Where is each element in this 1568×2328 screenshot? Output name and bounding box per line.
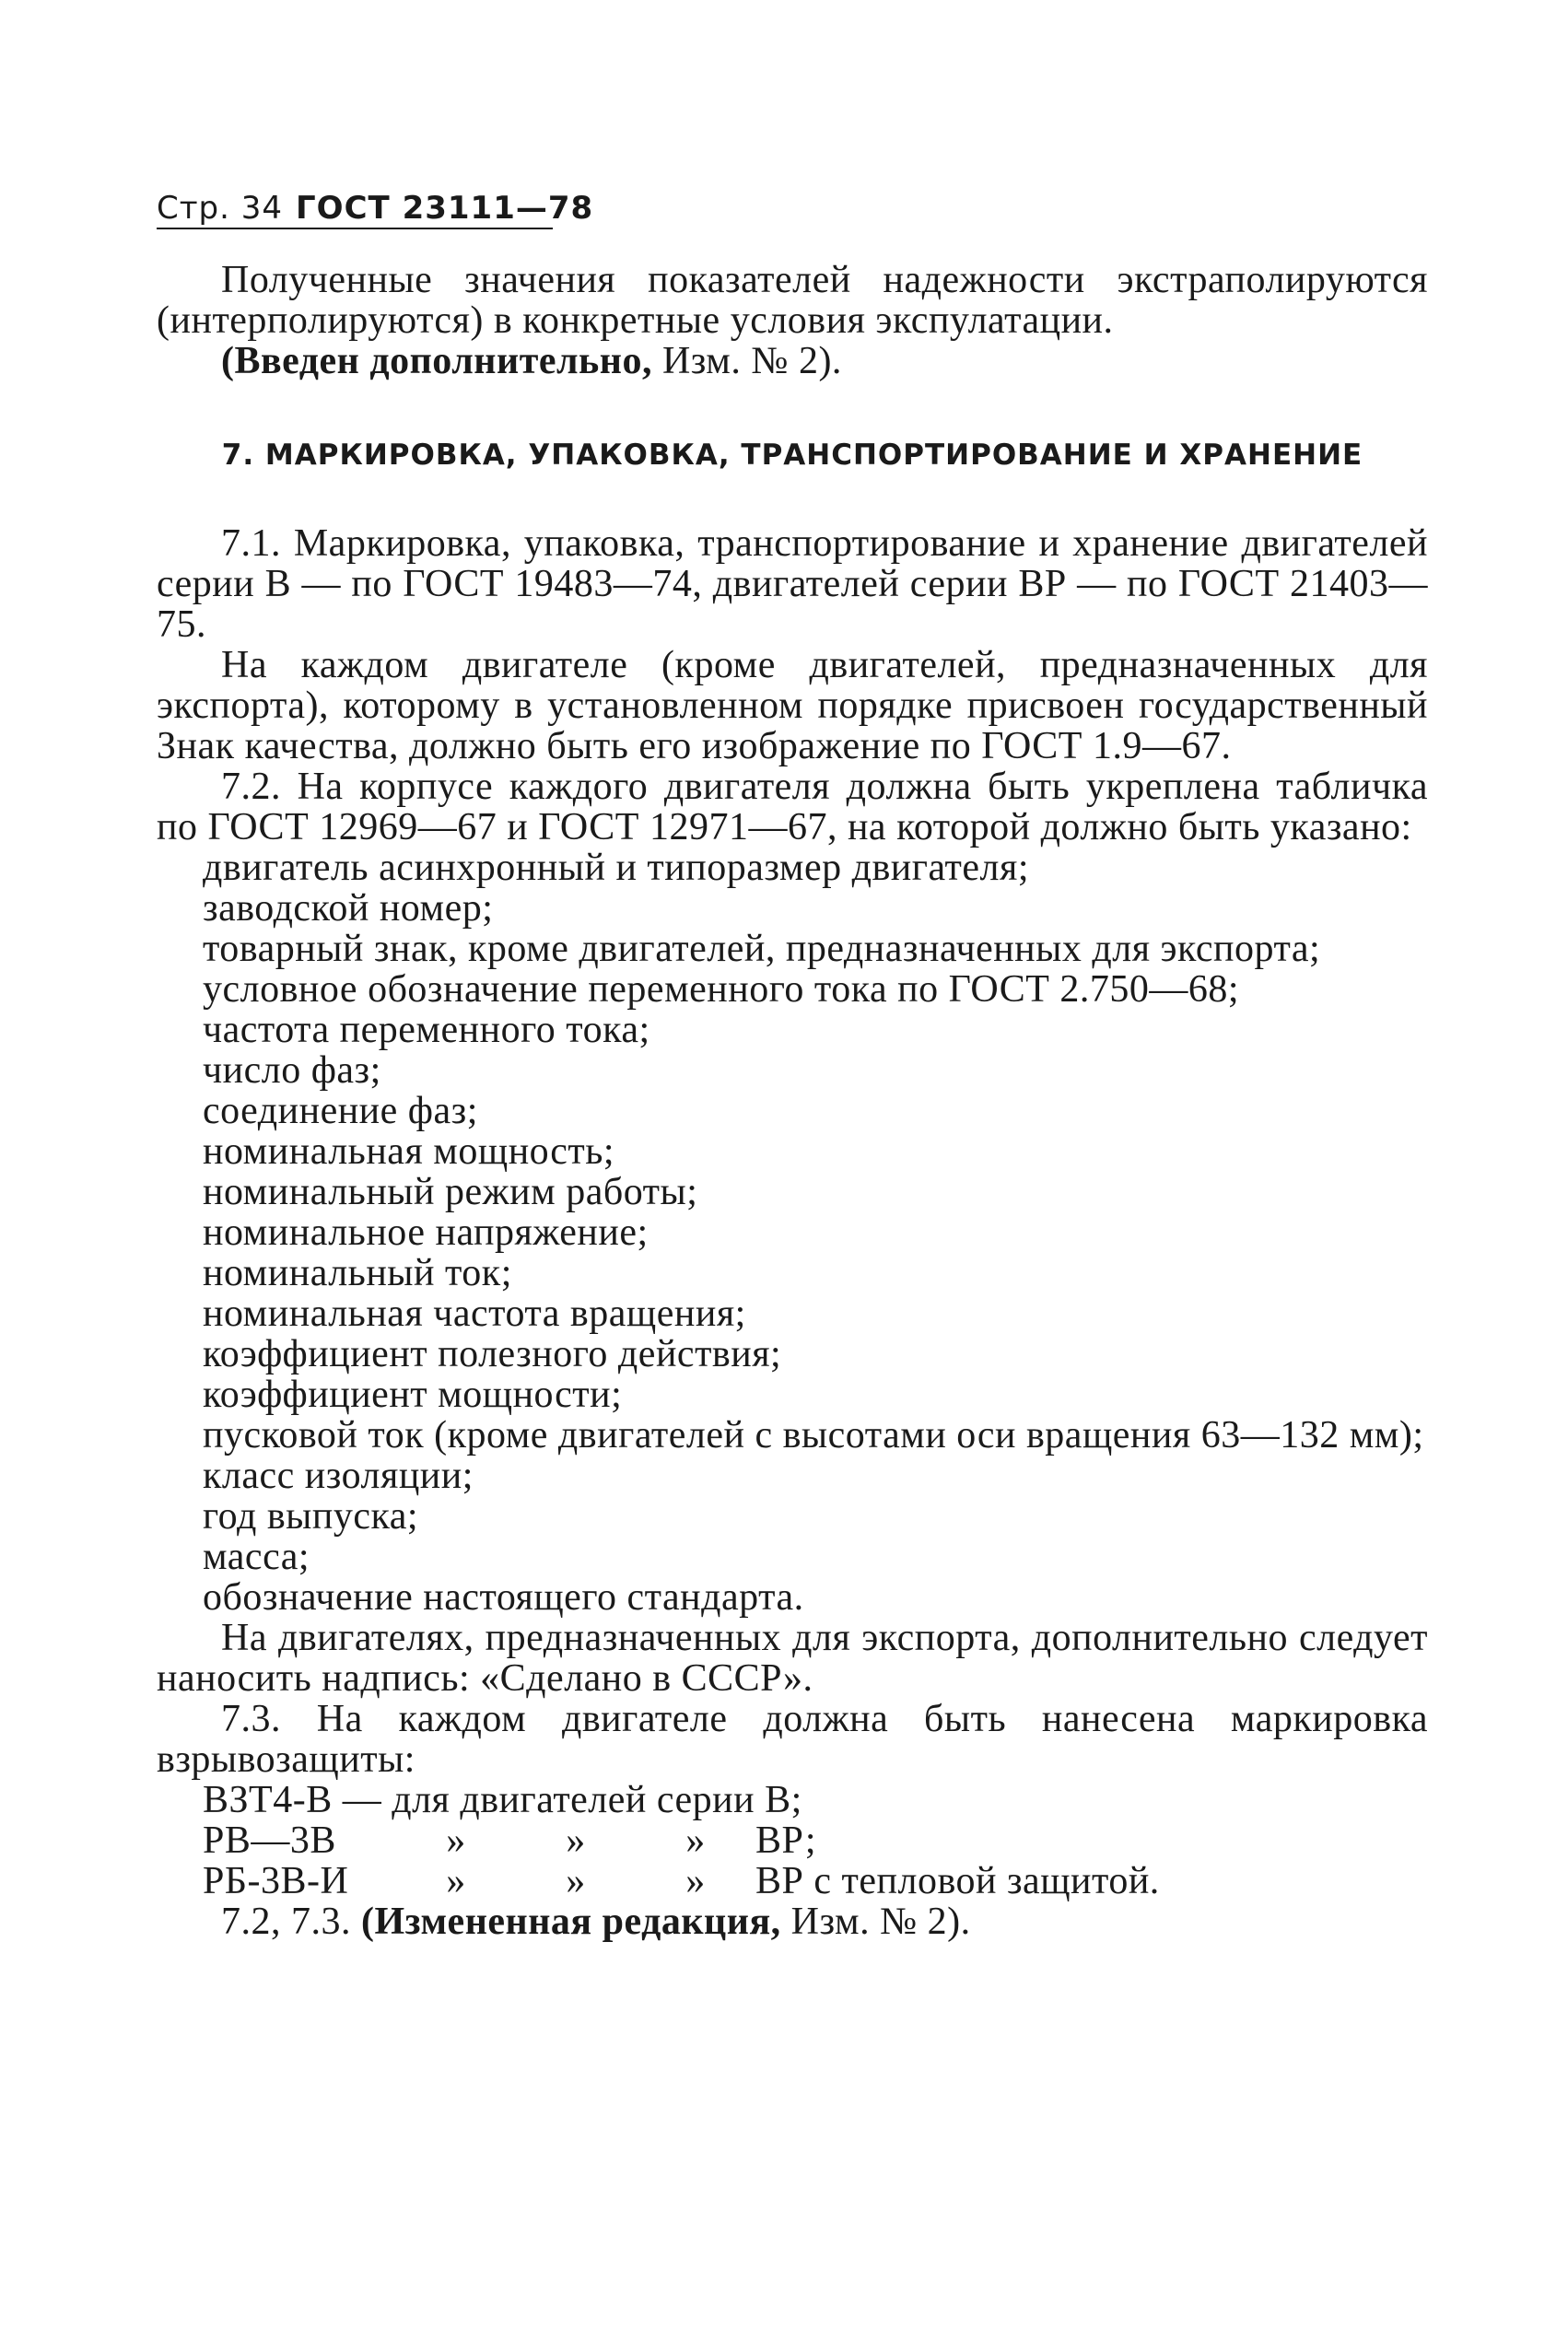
ditto-mark: » bbox=[685, 1819, 706, 1862]
list-item: двигатель асинхронный и типоразмер двигателя; bbox=[203, 847, 1029, 889]
list-item: товарный знак, кроме двигателей, предназначенных для экспорта; bbox=[203, 928, 1321, 970]
clause-7-1-p2: На каждом двигателе (кроме двигателей, предназначенных для экспорта), которому в установленном порядке присвоен государственный Знак качества, должно быть его изображение по ГОСТ 1.9—67. bbox=[157, 644, 1428, 767]
standard-number: ГОСТ 23111—78 bbox=[296, 190, 594, 227]
list-item: условное обозначение переменного тока по ГОСТ 2.750—68; bbox=[203, 968, 1240, 1011]
marking-series: ВР; bbox=[755, 1819, 817, 1862]
list-item: заводской номер; bbox=[203, 887, 494, 930]
marking-row-3 bbox=[203, 1861, 1428, 1901]
marking-row-2 bbox=[203, 1820, 1428, 1861]
list-item: номинальный ток; bbox=[203, 1252, 512, 1294]
header-rule bbox=[157, 228, 553, 229]
change-note-rest: Изм. № 2). bbox=[780, 1901, 971, 1943]
list-item: год выпуска; bbox=[203, 1495, 419, 1538]
list-item: частота переменного тока; bbox=[203, 1009, 650, 1051]
marking-series: ВР с тепловой защитой. bbox=[755, 1860, 1160, 1902]
list-item: обозначение настоящего стандарта. bbox=[203, 1576, 804, 1619]
section-title: 7. МАРКИРОВКА, УПАКОВКА, ТРАНСПОРТИРОВАНИЕ И ХРАНЕНИЕ bbox=[221, 439, 1363, 472]
marking-code: РБ-3В-И bbox=[203, 1860, 349, 1902]
marking-items-list bbox=[157, 848, 1428, 1618]
change-note-bold: (Измененная редакция, bbox=[361, 1901, 781, 1943]
list-item: коэффициент мощности; bbox=[203, 1374, 623, 1416]
list-item: пусковой ток (кроме двигателей с высотами оси вращения 63—132 мм); bbox=[203, 1414, 1424, 1456]
intro-note bbox=[157, 341, 1428, 381]
list-item: номинальная частота вращения; bbox=[203, 1293, 746, 1335]
clause-7-2-intro: 7.2. На корпусе каждого двигателя должна быть укреплена табличка по ГОСТ 12969—67 и ГОСТ 12971—67, на которой должно быть указано: bbox=[157, 766, 1428, 848]
clause-7-1-p1: 7.1. Маркировка, упаковка, транспортирование и хранение двигателей серии В — по ГОСТ 19483—74, двигателей серии ВР — по ГОСТ 21403—75. bbox=[157, 522, 1428, 646]
intro-note-bold: (Введен дополнительно, bbox=[221, 340, 652, 382]
list-item: номинальное напряжение; bbox=[203, 1211, 649, 1254]
list-item: класс изоляции; bbox=[203, 1455, 474, 1497]
clause-7-3-intro: 7.3. На каждом двигателе должна быть нанесена маркировка взрывозащиты: bbox=[157, 1698, 1428, 1781]
marking-row-1-text: ВЗТ4-В — для двигателей серии В; bbox=[203, 1779, 802, 1821]
page-label: Стр. 34 bbox=[157, 190, 284, 227]
change-note bbox=[157, 1901, 1428, 1942]
list-item: номинальная мощность; bbox=[203, 1130, 615, 1173]
change-note-prefix: 7.2, 7.3. bbox=[221, 1901, 361, 1943]
list-item: соединение фаз; bbox=[203, 1090, 478, 1132]
marking-row-1 bbox=[203, 1780, 1428, 1820]
list-item: коэффициент полезного действия; bbox=[203, 1333, 782, 1375]
list-item: масса; bbox=[203, 1536, 310, 1578]
intro-note-rest: Изм. № 2). bbox=[651, 340, 842, 382]
ditto-mark: » bbox=[446, 1860, 466, 1902]
list-item: число фаз; bbox=[203, 1049, 381, 1092]
page-header bbox=[157, 184, 593, 228]
export-note: На двигателях, предназначенных для экспорта, дополнительно следует наносить надпись: «Сделано в СССР». bbox=[157, 1617, 1428, 1700]
ditto-mark: » bbox=[566, 1860, 586, 1902]
ditto-mark: » bbox=[446, 1819, 466, 1862]
list-item: номинальный режим работы; bbox=[203, 1171, 698, 1213]
ditto-mark: » bbox=[566, 1819, 586, 1862]
ditto-mark: » bbox=[685, 1860, 706, 1902]
marking-code: РВ—3В bbox=[203, 1819, 336, 1862]
document-body bbox=[157, 260, 1428, 1942]
intro-paragraph: Полученные значения показателей надежности экстраполируются (интерполируются) в конкретные условия экспулатации. bbox=[157, 259, 1428, 342]
